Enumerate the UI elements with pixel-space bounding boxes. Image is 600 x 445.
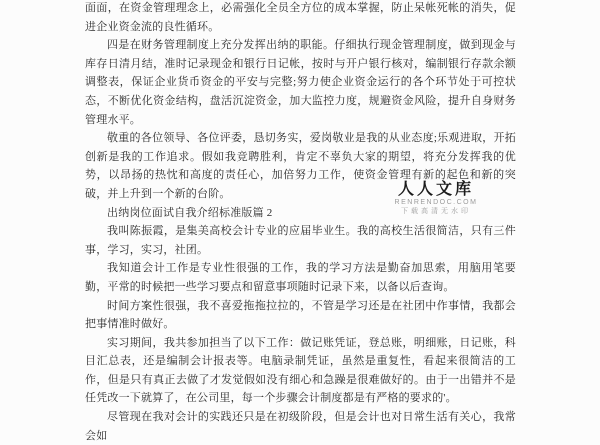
paragraph: 我知道会计工作是专业性很强的工作，我的学习方法是勤奋加思索，用脑用笔要勤，平常的时候把一些学习要点和留意事项随时记录下来，以备以后查询。	[85, 262, 516, 293]
paragraph: 四是在财务管理制度上充分发挥出纳的职能。仔细执行现金管理制度，做到现金与库存日清月结，准时记录现金和银行日记帐，按时与开户银行核对，编制银行存款余额调整表，保证企业货币资金的平安与完整;努力使企业资金运行的各个环节处于可控状态，不断优化资金结构，盘活沉淀资金，加大监控力度，规避资金风险，提升自身财务管理水平。	[85, 39, 516, 126]
paragraph: 尽管现在我对会计的实践还只是在初级阶段，但是会计也对日常生活有关心，我常会如	[85, 411, 516, 442]
paragraph: 面面，在资金管理理念上，必需强化全员全方位的成本掌握，防止呆帐死帐的消失，促进企业资金流的良性循环。	[85, 2, 516, 33]
watermark-logo-text: 人人文库	[397, 181, 474, 198]
paragraph: 实习期间，我共参加担当了以下工作：做记账凭证，登总账，明细账，日记账，科目汇总表，还是编制会计报表等。电脑录制凭证，虽然是重复性，看起来很简洁的工作，但是只有真正去做了才发觉假如没有细心和急躁是很难做好的。由于一出错并不是任凭改一下就算了，在公司里，每一个步骤会计制度都是有严格的要求的'。	[85, 336, 516, 405]
paragraph: 时间方案性很强，我不喜爱拖拖拉拉的，不管是学习还是在社团中作事情，我都会把事情准时做好。	[85, 299, 516, 331]
document-text-column	[85, 0, 516, 445]
section-heading: 出纳岗位面试自我介绍标准版篇 2	[107, 206, 273, 219]
paragraph: 敬重的各位领导、各位评委，恳切务实，爱岗敬业是我的从业态度;乐观进取，开拓创新是我的工作追求。假如我竞聘胜利，肯定不辜负大家的期望，将充分发挥我的优势，以昂扬的热忱和高度的责任心，加倍努力工作，使资金管理有新的起色和新的突破，并上升到一个新的台阶。	[85, 132, 516, 200]
paragraph: 我叫陈振霞，是集美高校会计专业的应届毕业生。我的高校生活很简洁，只有三件事，学习，实习，社团。	[85, 225, 516, 256]
watermark-domain-text: RENRENDOC.COM	[394, 199, 478, 206]
watermark-tagline-text: 下载高清无水印	[401, 208, 471, 215]
